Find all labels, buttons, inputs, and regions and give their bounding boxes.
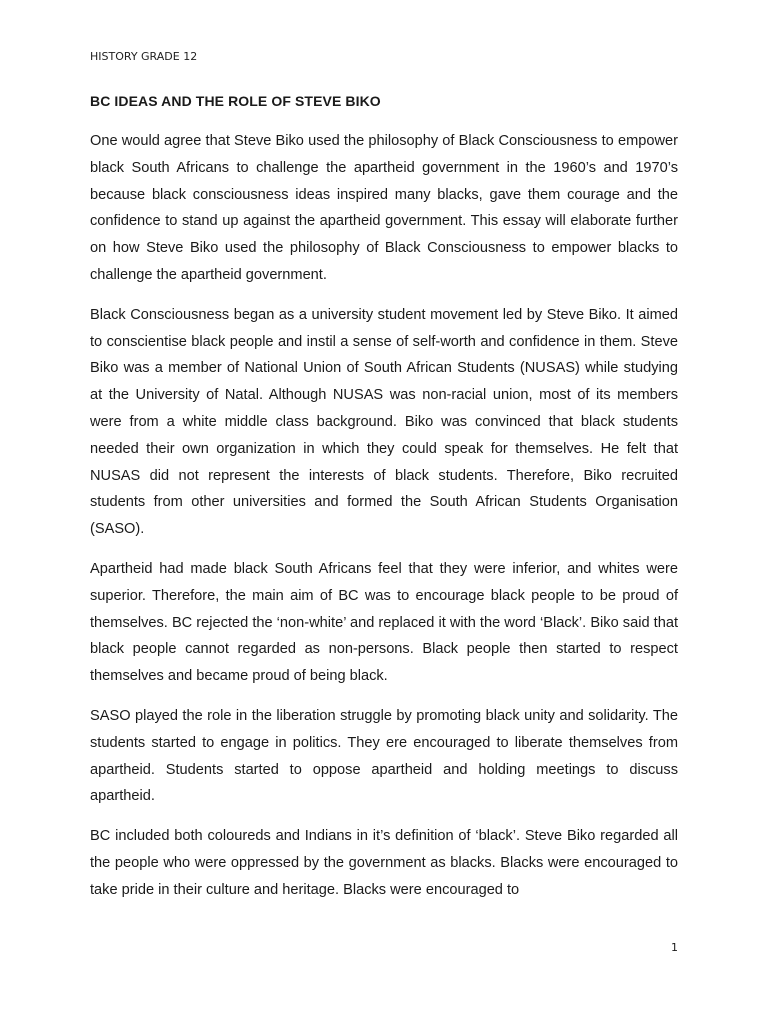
paragraph-5: BC included both coloureds and Indians in it’s definition of ‘black’. Steve Biko regarded all the people who were oppressed by the government as blacks. Blacks were encouraged to take pride in their culture and heritage. Blacks were encouraged to bbox=[90, 828, 678, 898]
paragraph-4: SASO played the role in the liberation struggle by promoting black unity and solidarity. The students started to engage in politics. They ere encouraged to liberate themselves from apartheid. Students started to oppose apartheid and holding meetings to discuss apartheid. bbox=[90, 707, 678, 805]
essay-title: BC IDEAS AND THE ROLE OF STEVE BIKO bbox=[90, 93, 381, 109]
essay-body bbox=[90, 128, 678, 917]
paragraph-2: Black Consciousness began as a university student movement led by Steve Biko. It aimed to conscientise black people and instil a sense of self-worth and confidence in them. Steve Biko was a member of National Union of South African Students (NUSAS) while studying at the University of Natal. Although NUSAS was non-racial union, most of its members were from a white middle class background. Biko was convinced that black students needed their own organization in which they could speak for themselves. He felt that NUSAS did not represent the interests of black students. Therefore, Biko recruited students from other universities and formed the South African Students Organisation (SASO). bbox=[90, 306, 678, 538]
paragraph-3: Apartheid had made black South Africans feel that they were inferior, and whites were superior. Therefore, the main aim of BC was to encourage black people to be proud of themselves. BC rejected the ‘non-white’ and replaced it with the word ‘Black’. Biko said that black people cannot regarded as non-persons. Black people then started to respect themselves and became proud of being black. bbox=[90, 560, 678, 685]
page-number: 1 bbox=[671, 941, 678, 954]
page-header: HISTORY GRADE 12 bbox=[90, 50, 198, 63]
paragraph-1: One would agree that Steve Biko used the philosophy of Black Consciousness to empower black South Africans to challenge the apartheid government in the 1960’s and 1970’s because black consciousness ideas inspired many blacks, gave them courage and the confidence to stand up against the apartheid government. This essay will elaborate further on how Steve Biko used the philosophy of Black Consciousness to empower blacks to challenge the apartheid government. bbox=[90, 133, 678, 283]
